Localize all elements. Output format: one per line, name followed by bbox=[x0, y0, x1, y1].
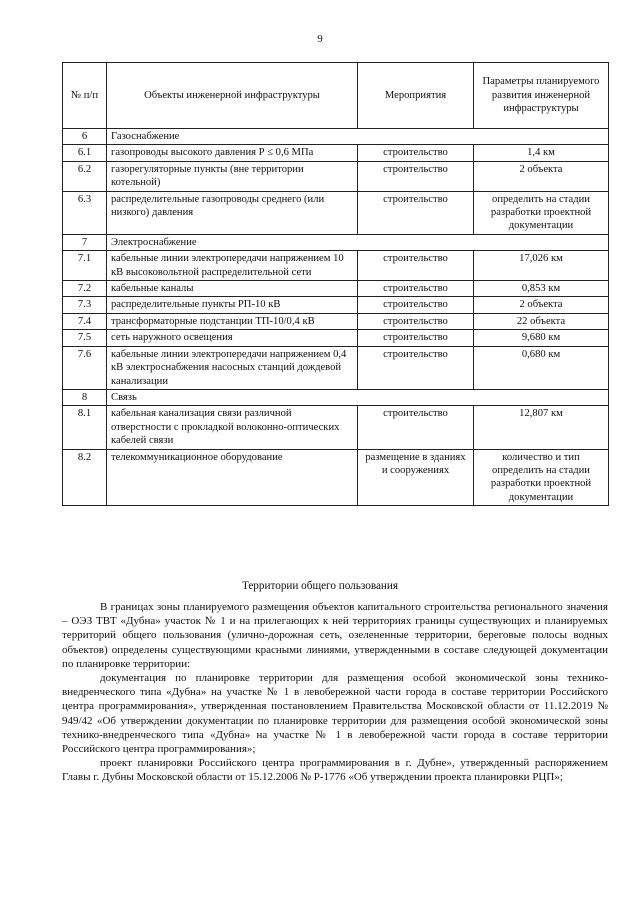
row-number: 6.2 bbox=[63, 161, 107, 191]
row-object: распределительные газопроводы среднего (или низкого) давления bbox=[107, 191, 358, 234]
row-parameters: 17,026 км bbox=[474, 251, 609, 281]
section-heading: Газоснабжение bbox=[107, 129, 609, 145]
row-number: 7 bbox=[63, 234, 107, 250]
row-number: 7.4 bbox=[63, 313, 107, 329]
row-object: газопроводы высокого давления Р ≤ 0,6 МПа bbox=[107, 145, 358, 161]
table-row bbox=[63, 330, 609, 346]
table-row bbox=[63, 191, 609, 234]
row-action: строительство bbox=[358, 251, 474, 281]
row-action: строительство bbox=[358, 281, 474, 297]
row-parameters: количество и тип определить на стадии разработки проектной документации bbox=[474, 449, 609, 506]
row-number: 7.1 bbox=[63, 251, 107, 281]
row-number: 6.1 bbox=[63, 145, 107, 161]
row-parameters: 12,807 км bbox=[474, 406, 609, 449]
row-parameters: 0,680 км bbox=[474, 346, 609, 389]
row-parameters: 9,680 км bbox=[474, 330, 609, 346]
row-action: строительство bbox=[358, 145, 474, 161]
row-number: 7.6 bbox=[63, 346, 107, 389]
body-text bbox=[62, 600, 608, 785]
row-number: 7.5 bbox=[63, 330, 107, 346]
row-action: строительство bbox=[358, 406, 474, 449]
row-object: кабельные линии электропередачи напряжением 10 кВ высоковольтной распределительной сети bbox=[107, 251, 358, 281]
table-row bbox=[63, 449, 609, 506]
row-object: телекоммуникационное оборудование bbox=[107, 449, 358, 506]
table-section-row bbox=[63, 129, 609, 145]
header-objects: Объекты инженерной инфраструктуры bbox=[107, 63, 358, 129]
section-heading: Связь bbox=[107, 389, 609, 405]
row-parameters: 2 объекта bbox=[474, 297, 609, 313]
header-parameters: Параметры планируемого развития инженерной инфраструктуры bbox=[474, 63, 609, 129]
row-number: 8 bbox=[63, 389, 107, 405]
table-section-row bbox=[63, 234, 609, 250]
table-body bbox=[63, 129, 609, 506]
row-action: строительство bbox=[358, 313, 474, 329]
table-row bbox=[63, 145, 609, 161]
row-number: 7.3 bbox=[63, 297, 107, 313]
paragraph: документация по планировке территории для размещения особой экономической зоны технико-внедренческого типа «Дубна» на участке № 1 в левобережной части города в составе территории Российского центра программирования», утвержденная постановлением Правительства Московской области от 11.12.2019 № 949/42 «Об утверждении документации по планировке территории для размещения особой экономической зоны технико-внедренческого типа «Дубна» на участке № 1 в левобережной части города в составе территории Российского центра программирования»; bbox=[62, 672, 608, 756]
row-parameters: 0,853 км bbox=[474, 281, 609, 297]
row-number: 8.2 bbox=[63, 449, 107, 506]
paragraph: проект планировки Российского центра программирования в г. Дубне», утвержденный распоряжением Главы г. Дубны Московской области от 15.12.2006 № Р-1776 «Об утверждении проекта планировки РЦП»; bbox=[62, 757, 608, 784]
section-title: Территории общего пользования bbox=[241, 580, 399, 592]
row-action: строительство bbox=[358, 161, 474, 191]
table-header-row bbox=[63, 63, 609, 129]
row-action: размещение в зданиях и сооружениях bbox=[358, 449, 474, 506]
header-actions: Мероприятия bbox=[358, 63, 474, 129]
table-section-row bbox=[63, 389, 609, 405]
paragraph: В границах зоны планируемого размещения объектов капитального строительства регионального значения – ОЭЗ ТВТ «Дубна» участок № 1 и на прилегающих к ней территориях границы существующих и планируемых территорий общего пользования (улично-дорожная сеть, озелененные территории, береговые полосы водных объектов) определены существующими красными линиями, утвержденными в составе следующей документации по планировке территории: bbox=[62, 601, 608, 670]
page-number: 9 bbox=[317, 33, 323, 45]
table-row bbox=[63, 281, 609, 297]
row-object: кабельные каналы bbox=[107, 281, 358, 297]
row-action: строительство bbox=[358, 297, 474, 313]
row-object: сеть наружного освещения bbox=[107, 330, 358, 346]
row-object: кабельная канализация связи различной отверстности с прокладкой волоконно-оптических кабелей связи bbox=[107, 406, 358, 449]
row-number: 6.3 bbox=[63, 191, 107, 234]
table-row bbox=[63, 406, 609, 449]
table-row bbox=[63, 297, 609, 313]
table-row bbox=[63, 346, 609, 389]
infrastructure-table bbox=[62, 62, 609, 506]
header-number: № п/п bbox=[63, 63, 107, 129]
table-row bbox=[63, 251, 609, 281]
row-number: 7.2 bbox=[63, 281, 107, 297]
section-heading: Электроснабжение bbox=[107, 234, 609, 250]
row-parameters: 1,4 км bbox=[474, 145, 609, 161]
row-number: 8.1 bbox=[63, 406, 107, 449]
row-object: газорегуляторные пункты (вне территории котельной) bbox=[107, 161, 358, 191]
row-number: 6 bbox=[63, 129, 107, 145]
row-action: строительство bbox=[358, 330, 474, 346]
row-object: распределительные пункты РП-10 кВ bbox=[107, 297, 358, 313]
row-parameters: 2 объекта bbox=[474, 161, 609, 191]
row-action: строительство bbox=[358, 191, 474, 234]
row-object: кабельные линии электропередачи напряжением 0,4 кВ электроснабжения насосных станций дождевой канализации bbox=[107, 346, 358, 389]
row-parameters: определить на стадии разработки проектной документации bbox=[474, 191, 609, 234]
row-object: трансформаторные подстанции ТП-10/0,4 кВ bbox=[107, 313, 358, 329]
table-row bbox=[63, 161, 609, 191]
row-parameters: 22 объекта bbox=[474, 313, 609, 329]
row-action: строительство bbox=[358, 346, 474, 389]
table-row bbox=[63, 313, 609, 329]
